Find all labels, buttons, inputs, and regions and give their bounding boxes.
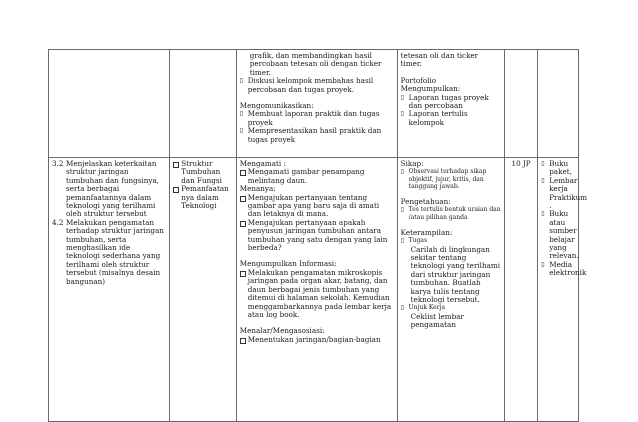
checkbox-icon [240, 269, 248, 280]
list-item: Menentukan jaringan/bagian-bagian [240, 336, 394, 347]
bullet-icon: ▯ [239, 127, 244, 135]
list-item: Struktur Tumbuhan dan Fungsi [173, 160, 233, 185]
pembelajaran-cell [236, 50, 397, 158]
sumber-cell [538, 50, 579, 158]
kd-number: 4.2 [52, 217, 64, 227]
kd-cell [49, 50, 170, 158]
list-item: ▯ Buku atau sumber belajar yang relevan. [541, 209, 579, 261]
section-heading: Menalar/Mengasosiasi: [239, 326, 325, 336]
text-block: Carilah di lingkungan sekitar tentang teknologi yang terilhami dari struktur jaringan tumbuhan. Buatlah karya tulis tentang teknologi tersebut. [410, 244, 500, 305]
text-line: timer. [400, 59, 422, 69]
penilaian-cell [397, 158, 504, 422]
table-row [49, 158, 579, 422]
syllabus-table [48, 49, 588, 422]
list-item: ▯ Lembar kerja Praktikum . [541, 175, 588, 211]
bullet-icon: ▯ [400, 304, 404, 312]
text-block: Ceklist lembar pengamatan [410, 311, 464, 330]
kd-number: 3.2 [52, 159, 64, 168]
list-item: Mengamati gambar penampang melintang daun. [240, 168, 394, 185]
list-item: ▯ Media elektronik [541, 259, 587, 278]
section-heading: Menanya: [239, 184, 276, 194]
list-item: 4.2 Melakukan pengamatan terhadap struktur jaringan tumbuhan, serta menghasilkan ide teknologi sederhana yang terilhami oleh struktur tersebut (misalnya desain bangunan) [52, 217, 164, 286]
section-heading: Sikap: [400, 159, 424, 168]
penilaian-cell [397, 50, 504, 158]
bullet-icon: ▯ [239, 110, 244, 118]
bullet-icon: ▯ [239, 77, 244, 85]
table-row [49, 50, 579, 158]
list-item: ▯ Laporan tugas proyek dan percobaan [400, 92, 489, 111]
list-item: ▯ Observasi terhadap sikap objektif, jujur, kritis, dan tanggung jawab. [400, 168, 487, 190]
time-allocation: 10 JP [511, 159, 531, 168]
waktu-cell [504, 50, 537, 158]
list-item: ▯ Laporan tertulis kelompok [400, 109, 468, 127]
list-item: ▯ Tes tertulis bentuk uraian dan /atau pilihan ganda [400, 206, 501, 221]
bullet-icon: ▯ [541, 210, 545, 218]
checkbox-icon [240, 194, 248, 205]
bullet-icon: ▯ [541, 176, 545, 184]
materi-cell [170, 50, 237, 158]
section-heading: Pengetahuan: [400, 197, 451, 207]
section-heading: Mengamati : [239, 159, 286, 168]
text-line: percobaan tetesan oli dengan ticker [249, 59, 382, 69]
checkbox-icon [173, 160, 181, 171]
list-item: ▯ Membuat laporan praktik dan tugas proyek [239, 109, 380, 127]
list-item: Pemanfaatan nya dalam Teknologi [173, 185, 233, 210]
waktu-cell [504, 158, 537, 422]
list-item: ▯ Unjuk Kerja [400, 304, 446, 312]
checkbox-icon [240, 219, 248, 230]
checkbox-icon [240, 336, 248, 347]
sumber-cell [538, 158, 588, 422]
list-item: 3.2 Menjelaskan keterkaitan struktur jaringan tumbuhan dan fungsinya, serta berbagai pemanfaatannya dalam teknologi yang terilhami oleh struktur tersebut [52, 159, 159, 219]
bullet-icon: ▯ [541, 160, 545, 167]
checkbox-icon [240, 168, 248, 179]
section-heading: Mengumpulkan Informasi: [239, 259, 337, 269]
list-item: Mengajukan pertanyaan tentang gambar apa yang baru saja di amati dan letaknya di mana. [240, 194, 394, 219]
bullet-icon: ▯ [400, 206, 404, 214]
bullet-icon: ▯ [400, 168, 404, 176]
bullet-icon: ▯ [400, 110, 404, 118]
list-item: ▯ Tugas [400, 237, 428, 245]
bullet-icon: ▯ [400, 93, 404, 101]
bullet-icon: ▯ [541, 260, 545, 268]
list-item: ▯ Buku paket, [541, 159, 572, 177]
list-item: Mengajukan pertanyaan apakah penyusun jaringan tumbuhan antara tumbuhan yang satu dengan yang lain berbeda? [240, 219, 394, 253]
section-heading: Mengomunikasikan: [239, 101, 314, 111]
text-line: grafik, dan membandingkan hasil [249, 51, 372, 60]
text-line: tetesan oli dan ticker [400, 51, 479, 60]
text-line: timer. [249, 67, 271, 77]
bullet-icon: ▯ [400, 237, 404, 245]
checkbox-icon [173, 185, 181, 196]
pembelajaran-cell [236, 158, 397, 422]
materi-cell [170, 158, 237, 422]
section-heading: Mengumpulkan: [400, 84, 461, 94]
list-item: Melakukan pengamatan mikroskopis jaringan pada organ akar, batang, dan daun berbagai jenis tumbuhan yang ditemui di halaman sekolah. Kemudian menggambarkannya pada lembar kerja atau log book. [240, 269, 394, 319]
section-heading: Keterampilan: [400, 227, 453, 237]
list-item: ▯ Diskusi kelompok membahas hasil percobaan dan tugas proyek. [239, 76, 374, 94]
section-heading: Portofolio [400, 75, 437, 85]
kd-cell [49, 158, 170, 422]
list-item: ▯ Mempresentasikan hasil praktik dan tugas proyek [239, 126, 382, 144]
